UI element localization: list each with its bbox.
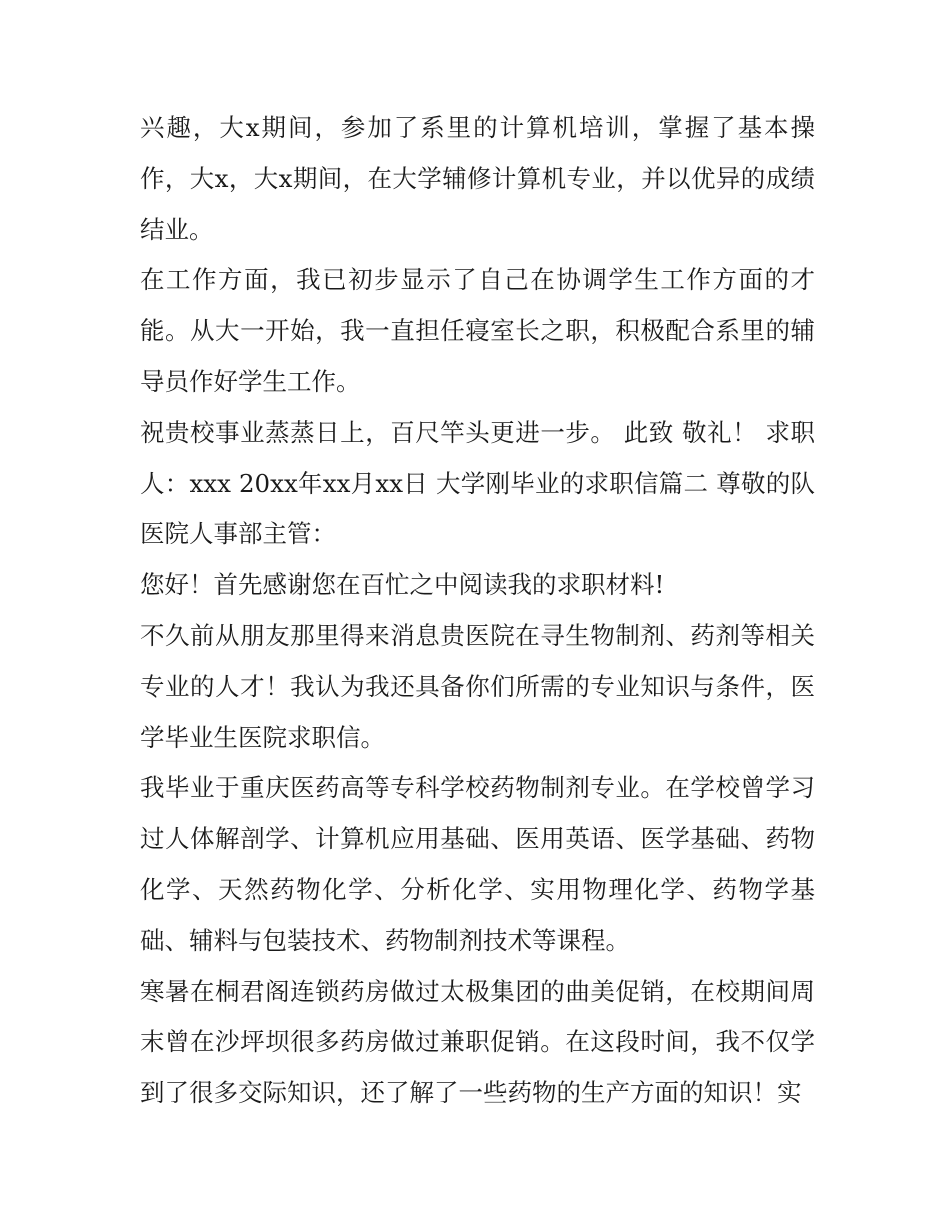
- paragraph-closing-and-letter-two: 祝贵校事业蒸蒸日上，百尺竿头更进一步。 此致 敬礼！ 求职人：xxx 20xx年xx月xx日 大学刚毕业的求职信篇二 尊敬的队医院人事部主管：: [140, 417, 815, 549]
- document-body: [140, 103, 815, 1119]
- paragraph-internship: 寒暑在桐君阁连锁药房做过太极集团的曲美促销，在校期间周末曾在沙坪坝很多药房做过兼职促销。在这段时间，我不仅学到了很多交际知识，还了解了一些药物的生产方面的知识！实: [140, 976, 815, 1108]
- paragraph-education: 我毕业于重庆医药高等专科学校药物制剂专业。在学校曾学习过人体解剖学、计算机应用基础、医用英语、医学基础、药物化学、天然药物化学、分析化学、实用物理化学、药物学基础、辅料与包装技术、药物制剂技术等课程。: [140, 773, 815, 955]
- paragraph-work-experience: 在工作方面，我已初步显示了自己在协调学生工作方面的才能。从大一开始，我一直担任寝室长之职，积极配合系里的辅导员作好学生工作。: [140, 265, 815, 396]
- paragraph-greeting: 您好！首先感谢您在百忙之中阅读我的求职材料!: [140, 570, 665, 600]
- paragraph-job-interest: 不久前从朋友那里得来消息贵医院在寻生物制剂、药剂等相关专业的人才！我认为我还具备你们所需的专业知识与条件，医学毕业生医院求职信。: [140, 620, 815, 752]
- paragraph-computer-training: 兴趣，大x期间，参加了系里的计算机培训，掌握了基本操作，大x，大x期间，在大学辅修计算机专业，并以优异的成绩结业。: [140, 113, 815, 244]
